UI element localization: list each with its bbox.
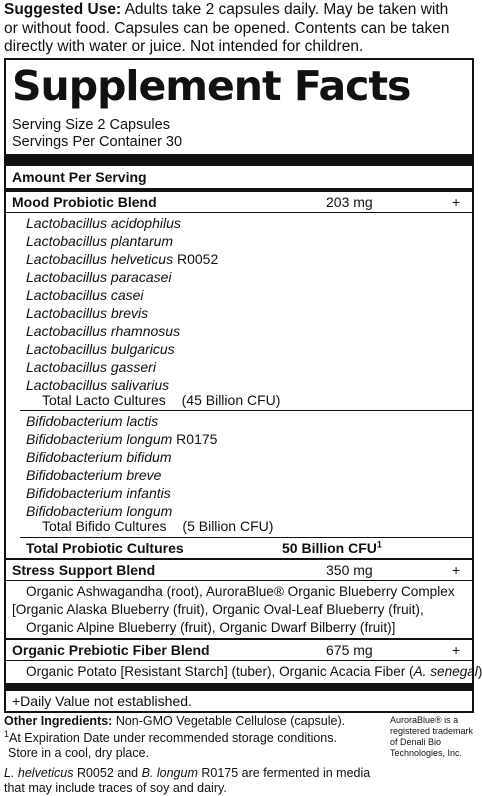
expiration-note [4, 728, 337, 746]
stress-blend-dv: + [452, 562, 461, 578]
lacto-total-label: Total Lacto Cultures [42, 392, 166, 408]
bifido-total-amount: (5 Billion CFU) [182, 518, 274, 534]
mood-blend-label: Mood Probiotic Blend [12, 194, 157, 210]
strain-item [26, 233, 173, 250]
divider [6, 638, 472, 640]
strain-item [26, 251, 218, 268]
strain-name: Lactobacillus rhamnosus [26, 323, 181, 339]
other-ingredients [4, 714, 345, 729]
prebiotic-blend-dv: + [452, 642, 461, 658]
strain-item [26, 431, 217, 448]
strain-name: Lactobacillus plantarum [26, 233, 174, 249]
bifido-total-label: Total Bifido Cultures [42, 518, 167, 534]
ferment-strain-2: B. longum [141, 766, 198, 780]
strain-item [26, 287, 144, 304]
strain-name: Lactobacillus casei [26, 287, 144, 303]
divider [6, 558, 472, 560]
suggested-use-text-1: Adults take 2 capsules daily. May be taken with [121, 1, 449, 18]
strain-item [26, 413, 158, 430]
prebiotic-ingredients [26, 663, 482, 680]
other-ingredients-text: Non-GMO Vegetable Cellulose (capsule). [112, 714, 346, 728]
amount-per-serving-label: Amount Per Serving [12, 169, 147, 185]
bifido-total [42, 518, 273, 535]
supplement-facts-panel [4, 58, 482, 713]
trademark-note: AuroraBlue® is a registered trademark of Denali Bio Technologies, Inc. [390, 715, 474, 758]
total-probiotic-sup: 1 [376, 539, 382, 550]
divider [6, 580, 472, 581]
suggested-use-label: Suggested Use: [4, 1, 122, 18]
prebiotic-end: ) [477, 664, 482, 679]
strain-name: Bifidobacterium longum [26, 431, 173, 447]
strain-item [26, 449, 172, 466]
panel-title: Supplement Facts [12, 62, 411, 110]
stress-ingredient-line: Organic Ashwagandha (root), AuroraBlue® Organic Blueberry Complex [26, 584, 455, 599]
strain-item [26, 467, 161, 484]
strain-item [26, 323, 180, 340]
strain-item [26, 215, 181, 232]
divider [20, 537, 472, 538]
strain-item [26, 341, 175, 358]
servings-per-container: Servings Per Container 30 [12, 134, 183, 150]
mood-blend-amount: 203 mg [326, 194, 373, 210]
expiration-line-1: At Expiration Date under recommended storage conditions. [9, 731, 337, 745]
strain-name: Lactobacillus brevis [26, 305, 149, 321]
suggested-use [4, 1, 476, 57]
prebiotic-blend-amount: 675 mg [326, 642, 373, 658]
storage-note: Store in a cool, dry place. [8, 746, 150, 760]
stress-ingredient-line: [Organic Alaska Blueberry (fruit), Organic Oval-Leaf Blueberry (fruit), [12, 602, 424, 617]
thick-divider [6, 683, 472, 691]
stress-blend-amount: 350 mg [326, 562, 373, 578]
suggested-use-text-3: directly with water or juice. Not intended for children. [4, 38, 364, 55]
strain-name: Lactobacillus salivarius [26, 377, 170, 393]
strain-item [26, 269, 172, 286]
prebiotic-text: Organic Potato [Resistant Starch] (tuber), Organic Acacia Fiber ( [26, 664, 414, 679]
lacto-total-amount: (45 Billion CFU) [181, 392, 281, 408]
strain-name: Lactobacillus gasseri [26, 359, 156, 375]
ferment-note [4, 766, 370, 781]
strain-name: Bifidobacterium bifidum [26, 449, 172, 465]
strain-name: Bifidobacterium longum [26, 503, 173, 519]
medium-divider [6, 188, 472, 192]
strain-name: Bifidobacterium infantis [26, 485, 171, 501]
strain-code: R0052 [173, 251, 219, 267]
ferment-note-2: that may include traces of soy and dairy. [4, 781, 227, 795]
lacto-total [42, 392, 280, 409]
divider [20, 410, 472, 411]
strain-name: Lactobacillus bulgaricus [26, 341, 175, 357]
strain-item [26, 485, 171, 502]
strain-item [26, 305, 148, 322]
strain-name: Lactobacillus acidophilus [26, 215, 181, 231]
prebiotic-blend-label: Organic Prebiotic Fiber Blend [12, 642, 210, 658]
total-probiotic-label: Total Probiotic Cultures [26, 540, 184, 556]
total-probiotic-value: 50 Billion CFU [282, 540, 377, 556]
serving-size: Serving Size 2 Capsules [12, 117, 170, 133]
total-probiotic-amount [282, 540, 382, 557]
stress-ingredient-line: Organic Alpine Blueberry (fruit), Organic Dwarf Bilberry (fruit)] [26, 620, 396, 635]
strain-name: Bifidobacterium lactis [26, 413, 159, 429]
strain-item [26, 359, 156, 376]
prebiotic-italic: A. senegal [413, 664, 478, 679]
strain-name: Lactobacillus paracasei [26, 269, 172, 285]
mood-blend-dv: + [452, 194, 461, 210]
stress-blend-label: Stress Support Blend [12, 562, 156, 578]
thick-divider [6, 154, 472, 166]
divider [6, 212, 472, 213]
ferment-text-2: R0175 are fermented in media [197, 766, 371, 780]
expiration-sup: 1 [4, 728, 10, 739]
suggested-use-text-2: or without food. Capsules can be opened. Contents can be taken [4, 19, 450, 37]
strain-name: Lactobacillus helveticus [26, 251, 174, 267]
ferment-strain-1: L. helveticus [4, 766, 74, 780]
dv-note-text: +Daily Value not established. [12, 693, 192, 709]
strain-name: Bifidobacterium breve [26, 467, 162, 483]
divider [6, 660, 472, 661]
other-ingredients-label: Other Ingredients: [4, 714, 113, 728]
strain-code: R0175 [172, 431, 218, 447]
ferment-text-1: R0052 and [73, 766, 142, 780]
